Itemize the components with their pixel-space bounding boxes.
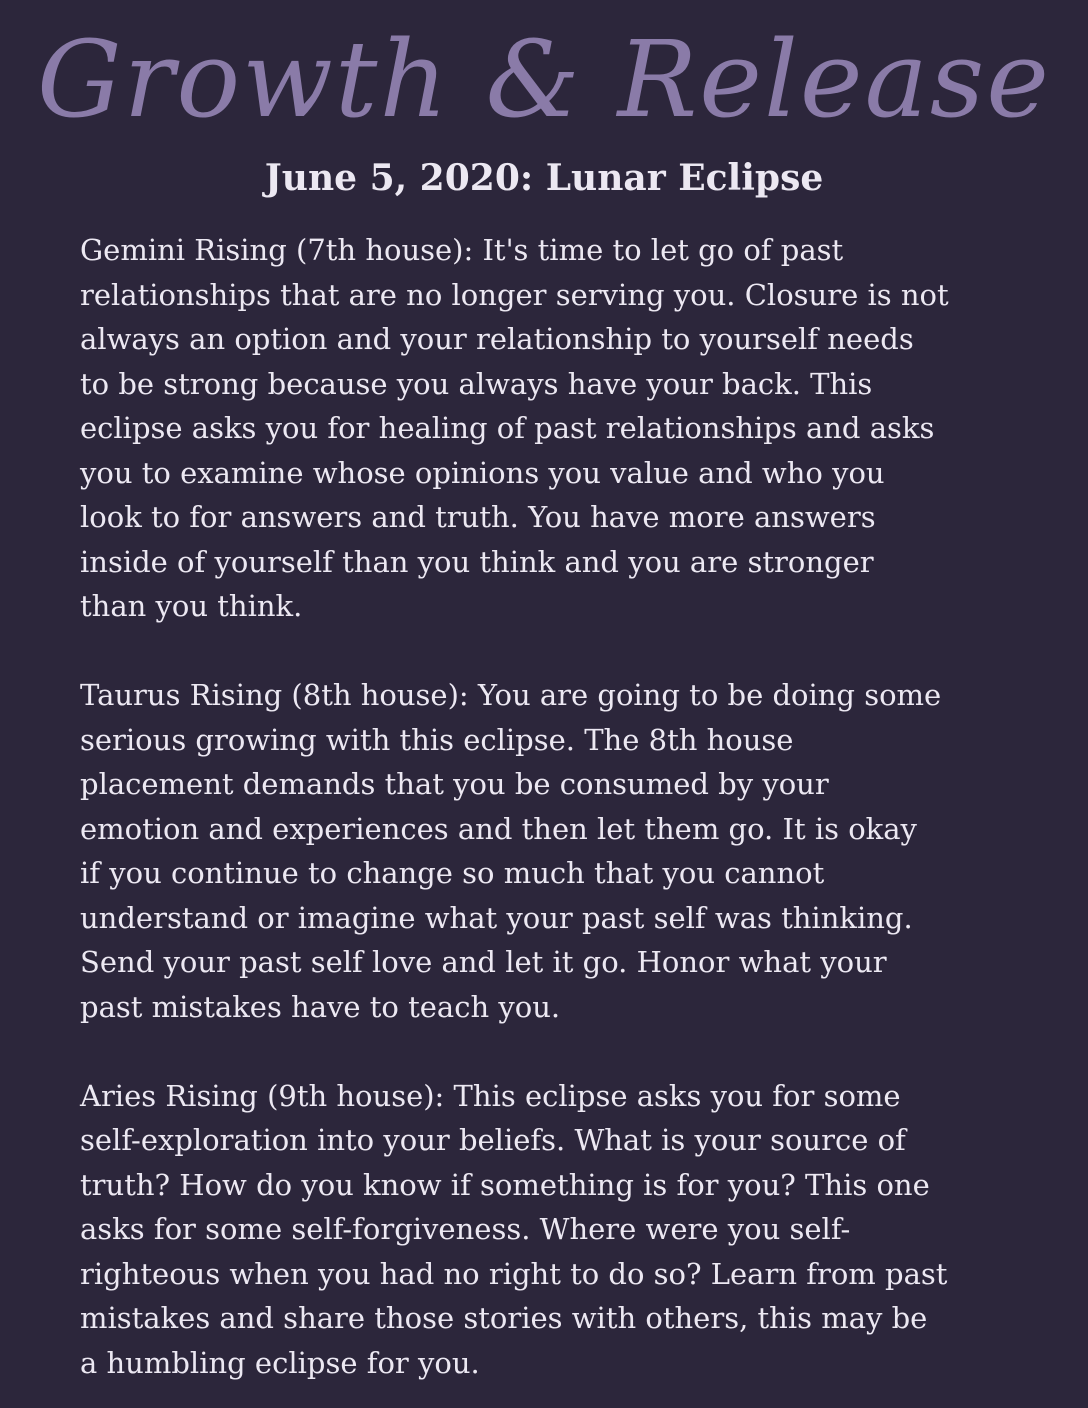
text-line: truth? How do you know if something is for you? This one bbox=[80, 1167, 930, 1202]
text-line: than you think. bbox=[80, 589, 303, 623]
text-line: Gemini Rising (7th house): It's time to let go of past bbox=[80, 233, 844, 267]
text-line: you to examine whose opinions you value and who you bbox=[80, 455, 885, 490]
text-line: Send your past self love and let it go. Honor what your bbox=[80, 945, 887, 979]
page-title: Growth & Release bbox=[36, 18, 1051, 141]
text-line: always an option and your relationship to yourself needs bbox=[80, 322, 914, 356]
text-line: inside of yourself than you think and you are stronger bbox=[80, 544, 874, 579]
paragraph-gemini-rising bbox=[80, 228, 1040, 629]
text-line: emotion and experiences and then let them go. It is okay bbox=[80, 811, 917, 846]
article-body bbox=[80, 228, 1040, 1385]
text-line: understand or imagine what your past self was thinking. bbox=[80, 900, 913, 935]
text-line: righteous when you had no right to do so? Learn from past bbox=[80, 1256, 948, 1291]
text-line: serious growing with this eclipse. The 8th house bbox=[80, 722, 794, 757]
text-line: if you continue to change so much that you cannot bbox=[80, 856, 825, 890]
text-line: eclipse asks you for healing of past relationships and asks bbox=[80, 411, 935, 445]
paragraph-aries-rising bbox=[80, 1074, 1040, 1386]
text-line: placement demands that you be consumed by your bbox=[80, 767, 829, 801]
text-line: to be strong because you always have your back. This bbox=[80, 366, 873, 401]
text-line: mistakes and share those stories with others, this may be bbox=[80, 1301, 928, 1335]
text-line: asks for some self-forgiveness. Where were you self- bbox=[80, 1212, 851, 1246]
text-line: a humbling eclipse for you. bbox=[80, 1345, 480, 1380]
paragraph-taurus-rising bbox=[80, 673, 1040, 1029]
page-subtitle: June 5, 2020: Lunar Eclipse bbox=[264, 157, 824, 199]
text-line: relationships that are no longer serving you. Closure is not bbox=[80, 277, 949, 312]
text-line: self-exploration into your beliefs. What is your source of bbox=[80, 1123, 906, 1157]
text-line: Aries Rising (9th house): This eclipse asks you for some bbox=[80, 1078, 901, 1113]
text-line: look to for answers and truth. You have more answers bbox=[80, 500, 876, 534]
text-line: past mistakes have to teach you. bbox=[80, 989, 561, 1024]
text-line: Taurus Rising (8th house): You are going to be doing some bbox=[80, 678, 942, 712]
